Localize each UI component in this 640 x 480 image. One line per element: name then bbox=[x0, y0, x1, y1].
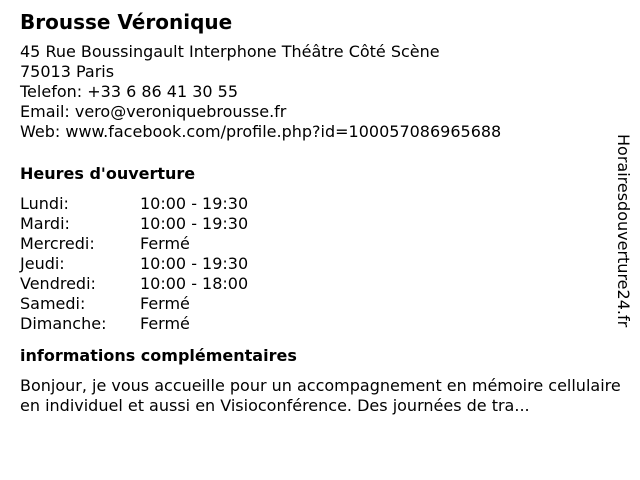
business-name: Brousse Véronique bbox=[20, 10, 233, 34]
hours-day-monday: Lundi: bbox=[20, 194, 69, 213]
business-card bbox=[20, 10, 620, 416]
hours-day-tuesday: Mardi: bbox=[20, 214, 70, 233]
email-line: Email: vero@veroniquebrousse.fr bbox=[20, 102, 287, 121]
hours-day-thursday: Jeudi: bbox=[20, 254, 65, 273]
phone-line: Telefon: +33 6 86 41 30 55 bbox=[20, 82, 239, 101]
info-title: informations complémentaires bbox=[20, 346, 297, 365]
address-line-2: 75013 Paris bbox=[20, 62, 115, 81]
hours-day-friday: Vendredi: bbox=[20, 274, 96, 293]
hours-time-thursday: 10:00 - 19:30 bbox=[140, 254, 249, 273]
hours-table bbox=[20, 194, 620, 334]
address-line-1: 45 Rue Boussingault Interphone Théâtre Côté Scène bbox=[20, 42, 440, 61]
site-watermark: Horairesdouverture24.fr bbox=[614, 134, 633, 328]
hours-time-friday: 10:00 - 18:00 bbox=[140, 274, 249, 293]
hours-day-sunday: Dimanche: bbox=[20, 314, 107, 333]
hours-day-saturday: Samedi: bbox=[20, 294, 86, 313]
hours-time-monday: 10:00 - 19:30 bbox=[140, 194, 249, 213]
web-line: Web: www.facebook.com/profile.php?id=100057086965688 bbox=[20, 122, 502, 141]
hours-time-sunday: Fermé bbox=[140, 314, 190, 333]
hours-day-wednesday: Mercredi: bbox=[20, 234, 95, 253]
hours-title: Heures d'ouverture bbox=[20, 164, 196, 183]
contact-block bbox=[20, 42, 620, 142]
hours-time-tuesday: 10:00 - 19:30 bbox=[140, 214, 249, 233]
hours-time-wednesday: Fermé bbox=[140, 234, 190, 253]
info-text: Bonjour, je vous accueille pour un accompagnement en mémoire cellulaire en individuel et aussi en Visioconférence. Des journées de tra... bbox=[20, 376, 621, 415]
hours-time-saturday: Fermé bbox=[140, 294, 190, 313]
